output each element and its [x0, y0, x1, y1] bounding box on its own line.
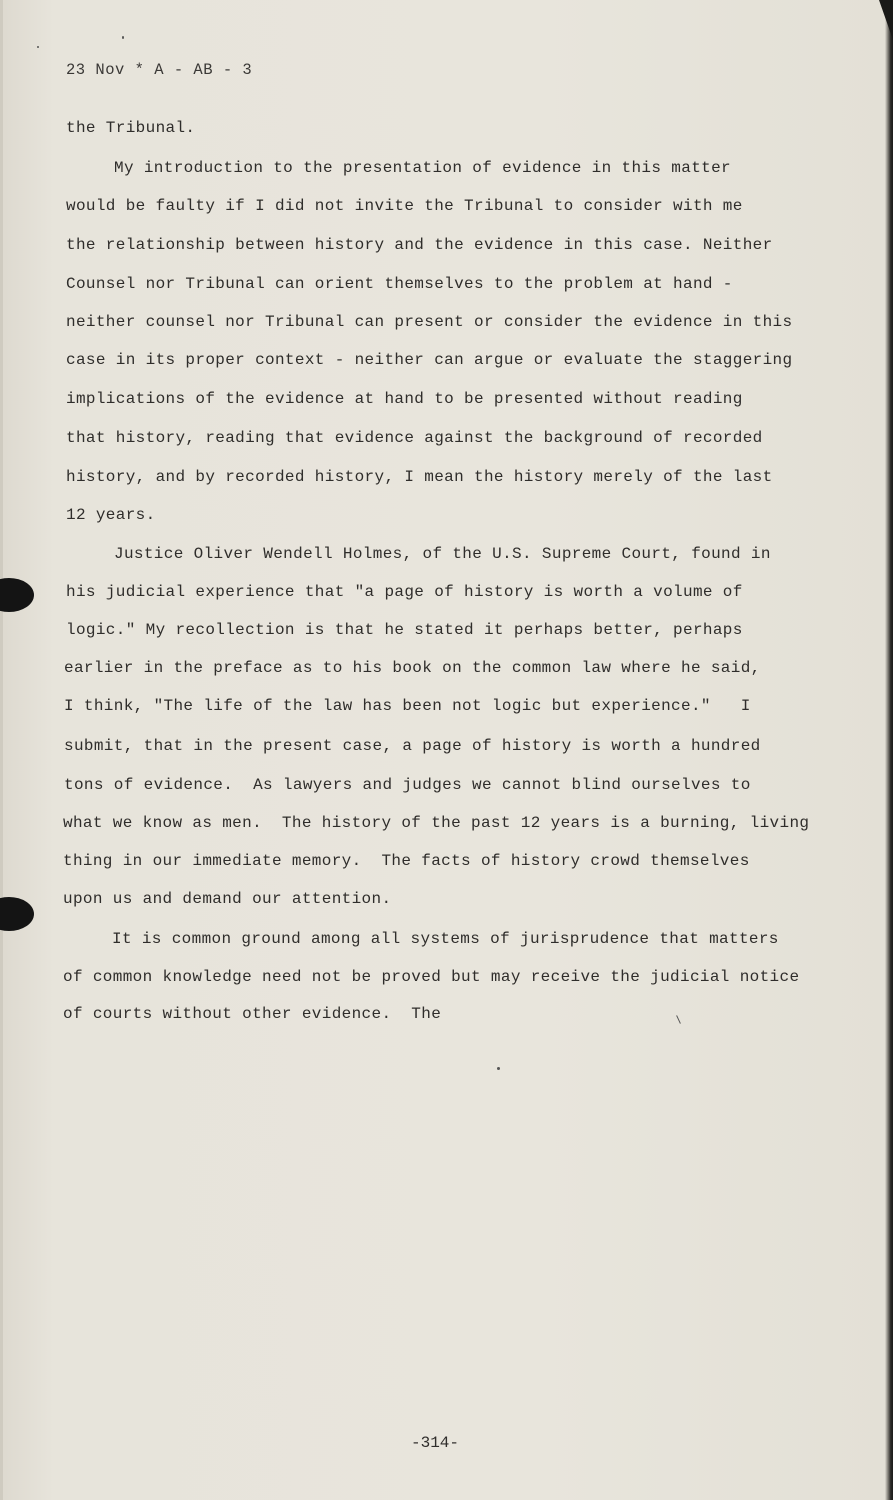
page-right-edge-shadow [885, 0, 893, 1500]
text-line: what we know as men. The history of the past 12 years is a burning, living [63, 814, 810, 832]
text-line: history, and by recorded history, I mean the history merely of the last [66, 468, 773, 486]
text-line: of courts without other evidence. The [63, 1005, 442, 1023]
text-line: 12 years. [66, 506, 156, 524]
page-left-edge [0, 0, 3, 1500]
paper-speck [37, 46, 39, 48]
text-line: Counsel nor Tribunal can orient themselves to the problem at hand - [66, 275, 733, 293]
page-number: -314- [411, 1434, 460, 1452]
text-line: his judicial experience that "a page of history is worth a volume of [66, 583, 743, 601]
text-line: Justice Oliver Wendell Holmes, of the U.S. Supreme Court, found in [114, 545, 771, 563]
text-line: the relationship between history and the evidence in this case. Neither [66, 236, 773, 254]
text-line: would be faulty if I did not invite the Tribunal to consider with me [66, 197, 743, 215]
page-corner-shadow [879, 0, 893, 40]
text-line: neither counsel nor Tribunal can present or consider the evidence in this [66, 313, 793, 331]
text-line: case in its proper context - neither can argue or evaluate the staggering [66, 351, 793, 369]
text-line: tons of evidence. As lawyers and judges we cannot blind ourselves to [64, 776, 751, 794]
text-line: thing in our immediate memory. The facts of history crowd themselves [63, 852, 750, 870]
text-line: of common knowledge need not be proved but may receive the judicial notice [63, 968, 800, 986]
paper-speck [122, 36, 124, 39]
text-line: upon us and demand our attention. [63, 890, 392, 908]
text-line: submit, that in the present case, a page of history is worth a hundred [64, 737, 761, 755]
text-line: implications of the evidence at hand to be presented without reading [66, 390, 743, 408]
text-line: earlier in the preface as to his book on the common law where he said, [64, 659, 761, 677]
text-line: logic." My recollection is that he stated it perhaps better, perhaps [66, 621, 743, 639]
punch-hole-bottom [0, 897, 34, 931]
punch-hole-top [0, 578, 34, 612]
paper-speck [676, 1015, 681, 1024]
page-header-reference: 23 Nov * A - AB - 3 [66, 61, 253, 79]
text-line: that history, reading that evidence against the background of recorded [66, 429, 763, 447]
text-line: It is common ground among all systems of jurisprudence that matters [112, 930, 779, 948]
text-line: I think, "The life of the law has been not logic but experience." I [64, 697, 751, 715]
paper-speck [497, 1067, 500, 1070]
text-line: the Tribunal. [66, 119, 196, 137]
text-line: My introduction to the presentation of evidence in this matter [114, 159, 731, 177]
